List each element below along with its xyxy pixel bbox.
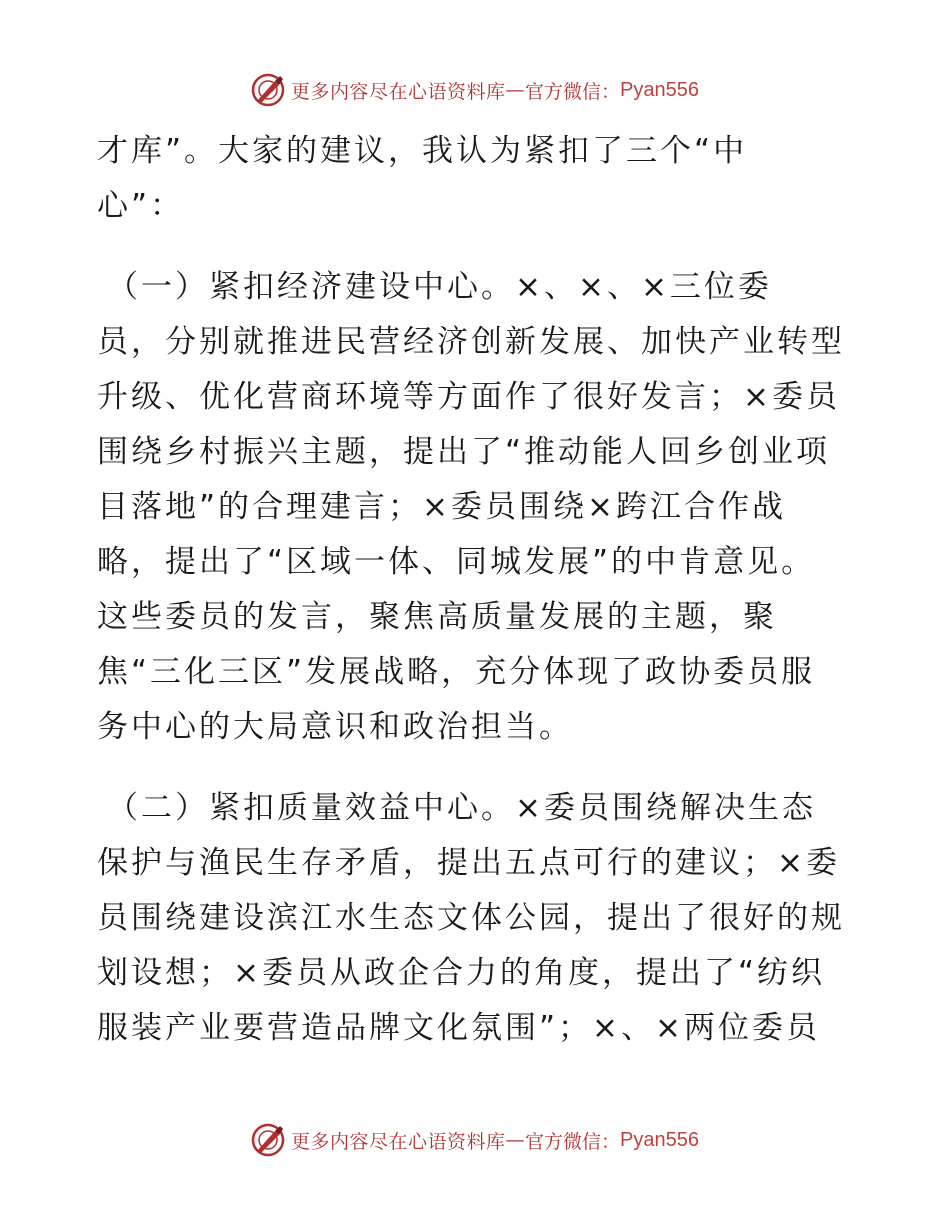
- header-separator: —: [505, 79, 526, 101]
- paragraph-line: 服装产业要营造品牌文化氛围”；×、×两位委员: [97, 1010, 821, 1046]
- paragraph-line: 保护与渔民生存矛盾，提出五点可行的建议；×委: [97, 845, 840, 881]
- header-account: Pyan556: [620, 78, 699, 101]
- footer-account: Pyan556: [620, 1128, 699, 1151]
- paragraph-line: 目落地”的合理建言；×委员围绕×跨江合作战: [97, 489, 787, 525]
- paragraph-line: 心”：: [97, 188, 185, 224]
- paragraph-line: 这些委员的发言，聚焦高质量发展的主题，聚: [97, 599, 777, 635]
- paragraph-line: 员，分别就推进民营经济创新发展、加快产业转型: [97, 324, 845, 360]
- pen-logo-icon: [251, 1123, 285, 1157]
- header-watermark: [0, 70, 950, 110]
- paragraph-line: 才库”。大家的建议，我认为紧扣了三个“中: [97, 133, 748, 169]
- footer-slogan: 更多内容尽在心语资料库: [291, 1130, 506, 1153]
- section-heading-line: （二）紧扣质量效益中心。×委员围绕解决生态: [107, 790, 816, 826]
- paragraph-line: 略，提出了“区域一体、同城发展”的中肯意见。: [97, 544, 816, 580]
- paragraph-line: 务中心的大局意识和政治担当。: [97, 709, 573, 745]
- pen-logo-icon: [251, 73, 285, 107]
- paragraph-line: 升级、优化营商环境等方面作了很好发言；×委员: [97, 379, 840, 415]
- paragraph-line: 焦“三化三区”发展战略，充分体现了政协委员服: [97, 654, 816, 690]
- header-slogan: 更多内容尽在心语资料库: [291, 80, 506, 103]
- section-heading-line: （一）紧扣经济建设中心。×、×、×三位委: [107, 269, 772, 305]
- footer-separator: —: [505, 1129, 526, 1151]
- header-wechat-label: 官方微信：: [525, 80, 621, 103]
- paragraph-line: 划设想；×委员从政企合力的角度，提出了“纺织: [97, 955, 826, 991]
- document-body: [97, 124, 857, 1056]
- footer-watermark: [0, 1120, 950, 1160]
- paragraph-line: 围绕乡村振兴主题，提出了“推动能人回乡创业项: [97, 434, 831, 470]
- footer-wechat-label: 官方微信：: [525, 1130, 621, 1153]
- paragraph-line: 员围绕建设滨江水生态文体公园，提出了很好的规: [97, 900, 845, 936]
